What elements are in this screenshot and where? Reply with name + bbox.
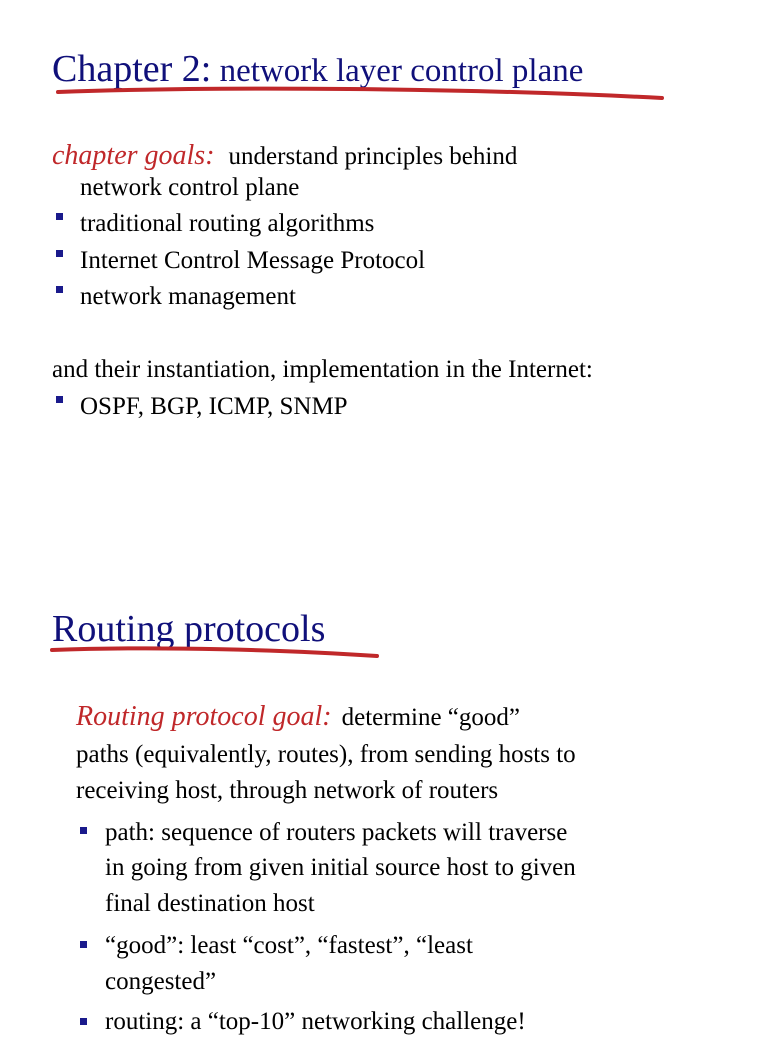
title-underline: [0, 560, 768, 680]
slide-routing-protocols: [0, 560, 768, 1035]
goal-text-line-3: receiving host, through network of routers: [76, 777, 499, 804]
bullet-marker: [80, 941, 87, 948]
goal-bullet-routing: traditional routing algorithms: [80, 210, 375, 237]
bullet-marker: [56, 286, 63, 293]
bullet-marker: [56, 250, 63, 257]
slide-title: Routing protocols: [52, 608, 326, 650]
good-bullet-line-2: congested”: [105, 968, 217, 995]
good-bullet-line-1: “good”: least “cost”, “fastest”, “least: [105, 932, 473, 959]
bullet-marker: [80, 827, 87, 834]
path-bullet-line-2: in going from given initial source host to given: [105, 854, 576, 881]
goal-label: Routing protocol goal:: [76, 701, 332, 732]
title-underline: [0, 0, 768, 120]
goal-line: [76, 702, 520, 733]
goal-bullet-management: network management: [80, 283, 296, 310]
path-bullet-line-3: final destination host: [105, 890, 315, 917]
instantiation-text: and their instantiation, implementation in the Internet:: [52, 356, 593, 383]
goals-text: understand principles behind: [228, 143, 518, 170]
title-topic: network layer control plane: [211, 53, 584, 89]
routing-bullet-line-1: routing: a “top-10” networking challenge!: [105, 1008, 526, 1035]
goals-label: chapter goals:: [52, 140, 215, 171]
path-bullet-line-1: path: sequence of routers packets will traverse: [105, 819, 568, 846]
title-chapter: Chapter 2:: [52, 48, 212, 90]
bullet-marker: [56, 213, 63, 220]
goal-text: determine “good”: [341, 704, 521, 731]
goal-text-line-2: paths (equivalently, routes), from sending hosts to: [76, 741, 576, 768]
goal-bullet-icmp: Internet Control Message Protocol: [80, 247, 426, 274]
protocols-bullet: OSPF, BGP, ICMP, SNMP: [80, 393, 348, 420]
bullet-marker: [56, 396, 63, 403]
goals-line: [52, 141, 517, 172]
goals-text-continued: network control plane: [80, 174, 300, 201]
